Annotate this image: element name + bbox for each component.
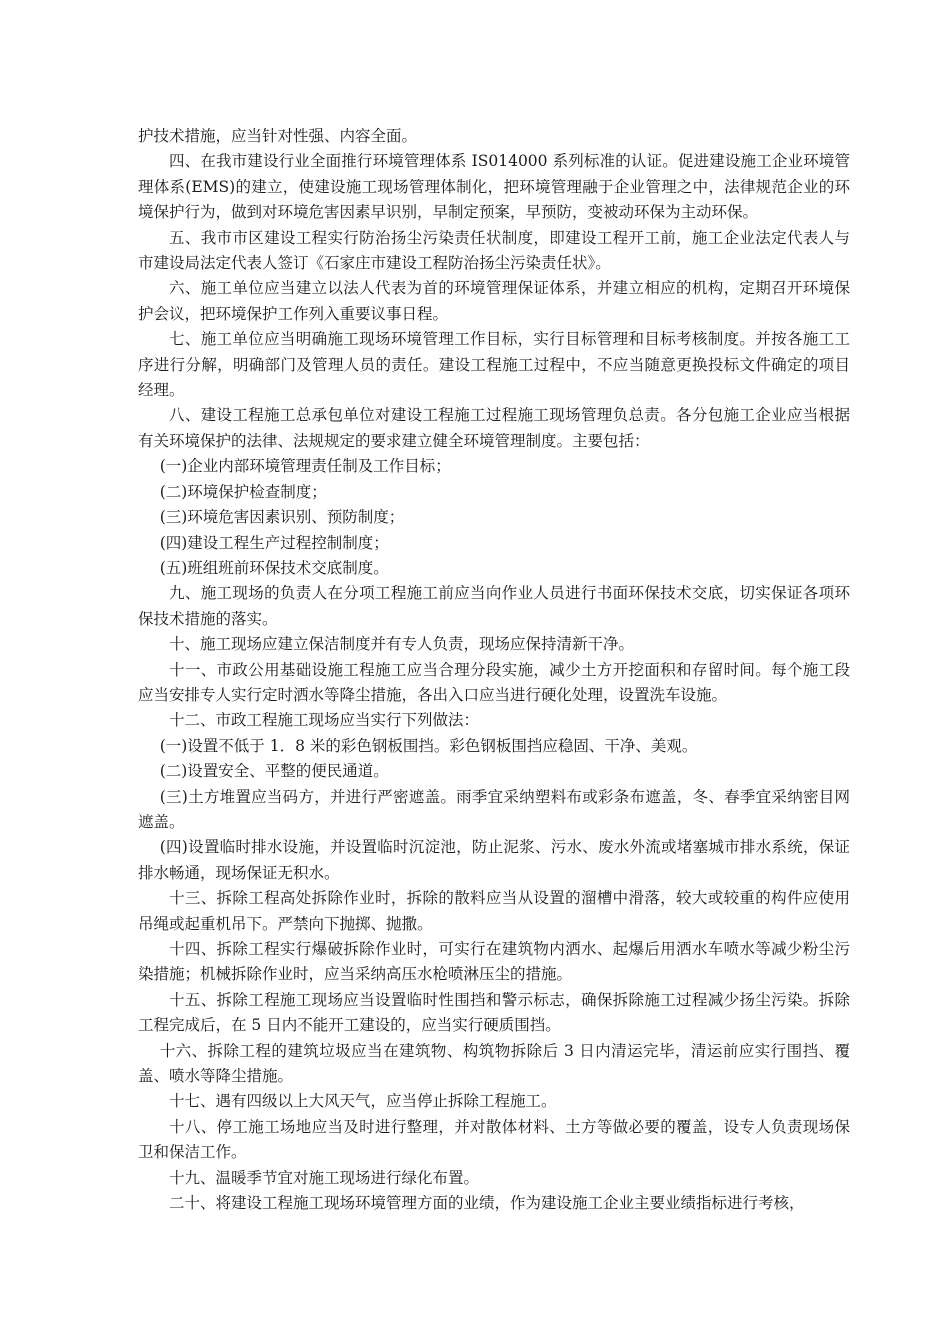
sub-item: (二)环境保护检查制度；	[159, 482, 327, 501]
paragraph-continuation: 护技术措施，应当针对性强、内容全面。	[138, 127, 418, 145]
paragraph-item-6: 六、施工单位应当建立以法人代表为首的环境管理保证体系，并建立相应的机构，定期召开环境保护会议，把环境保护工作列入重要议事日程。	[138, 279, 850, 323]
paragraph-item-7: 七、施工单位应当明确施工现场环境管理工作目标，实行目标管理和目标考核制度。并按各施工工序进行分解，明确部门及管理人员的责任。建设工程施工过程中，不应当随意更换投标文件确定的项目经理。	[138, 330, 850, 400]
paragraph-item-9: 九、施工现场的负责人在分项工程施工前应当向作业人员进行书面环保技术交底，切实保证各项环保技术措施的落实。	[138, 584, 850, 628]
paragraph-item-8: 八、建设工程施工总承包单位对建设工程施工过程施工现场管理负总责。各分包施工企业应当根据有关环境保护的法律、法规规定的要求建立健全环境管理制度。主要包括：	[138, 406, 850, 450]
sub-item: (一)企业内部环境管理责任制及工作目标；	[159, 457, 451, 476]
paragraph-item-17: 十七、遇有四级以上大风天气，应当停止拆除工程施工。	[169, 1092, 557, 1111]
paragraph-item-19: 十九、温暖季节宜对施工现场进行绿化布置。	[169, 1168, 480, 1187]
sub-item: (三)土方堆置应当码方，并进行严密遮盖。雨季宜采纳塑料布或彩条布遮盖，冬、春季宜采纳密目网遮盖。	[138, 787, 850, 831]
paragraph-item-13: 十三、拆除工程高处拆除作业时，拆除的散料应当从设置的溜槽中滑落，较大或较重的构件应使用吊绳或起重机吊下。严禁向下抛掷、抛撒。	[138, 889, 850, 933]
paragraph-item-5: 五、我市市区建设工程实行防治扬尘污染责任状制度，即建设工程开工前，施工企业法定代表人与市建设局法定代表人签订《石家庄市建设工程防治扬尘污染责任状》。	[138, 228, 850, 273]
sub-item: (一)设置不低于 1．8 米的彩色钢板围挡。彩色钢板围挡应稳固、干净、美观。	[159, 736, 698, 755]
paragraph-item-4: 四、在我市建设行业全面推行环境管理体系 IS014000 系列标准的认证。促进建设施工企业环境管理体系(EMS)的建立，使建设施工现场管理体制化，把环境管理融于企业管理之中，法律规范企业的环境保护行为，做到对环境危害因素早识别，早制定预案，早预防，变被动环保为主动环保。	[138, 152, 850, 222]
sub-item: (四)建设工程生产过程控制制度；	[159, 533, 389, 552]
sub-item: (四)设置临时排水设施，并设置临时沉淀池，防止泥浆、污水、废水外流或堵塞城市排水系统，保证排水畅通，现场保证无积水。	[138, 838, 850, 882]
paragraph-item-14: 十四、拆除工程实行爆破拆除作业时，可实行在建筑物内洒水、起爆后用洒水车喷水等减少粉尘污染措施；机械拆除作业时，应当采纳高压水枪喷淋压尘的措施。	[138, 940, 850, 984]
paragraph-item-12: 十二、市政工程施工现场应当实行下列做法：	[169, 711, 480, 730]
paragraph-item-18: 十八、停工施工场地应当及时进行整理，并对散体材料、土方等做必要的覆盖，设专人负责现场保卫和保洁工作。	[138, 1117, 850, 1162]
paragraph-item-10: 十、施工现场应建立保洁制度并有专人负责，现场应保持清新干净。	[169, 635, 635, 654]
document-body	[138, 124, 850, 1216]
paragraph-item-15: 十五、拆除工程施工现场应当设置临时性围挡和警示标志，确保拆除施工过程减少扬尘污染。拆除工程完成后，在 5 日内不能开工建设的，应当实行硬质围挡。	[138, 990, 850, 1035]
sub-item: (三)环境危害因素识别、预防制度；	[159, 508, 405, 527]
paragraph-item-11: 十一、市政公用基础设施工程施工应当合理分段实施，减少土方开挖面积和存留时间。每个施工段应当安排专人实行定时洒水等降尘措施，各出入口应当进行硬化处理，设置洗车设施。	[138, 660, 850, 704]
paragraph-item-20: 二十、将建设工程施工现场环境管理方面的业绩，作为建设施工企业主要业绩指标进行考核，	[169, 1194, 805, 1213]
paragraph-item-16: 十六、拆除工程的建筑垃圾应当在建筑物、构筑物拆除后 3 日内清运完毕，清运前应实行围挡、覆盖、喷水等降尘措施。	[138, 1041, 851, 1086]
sub-item: (五)班组班前环保技术交底制度。	[159, 558, 389, 577]
sub-item: (二)设置安全、平整的便民通道。	[159, 762, 389, 781]
